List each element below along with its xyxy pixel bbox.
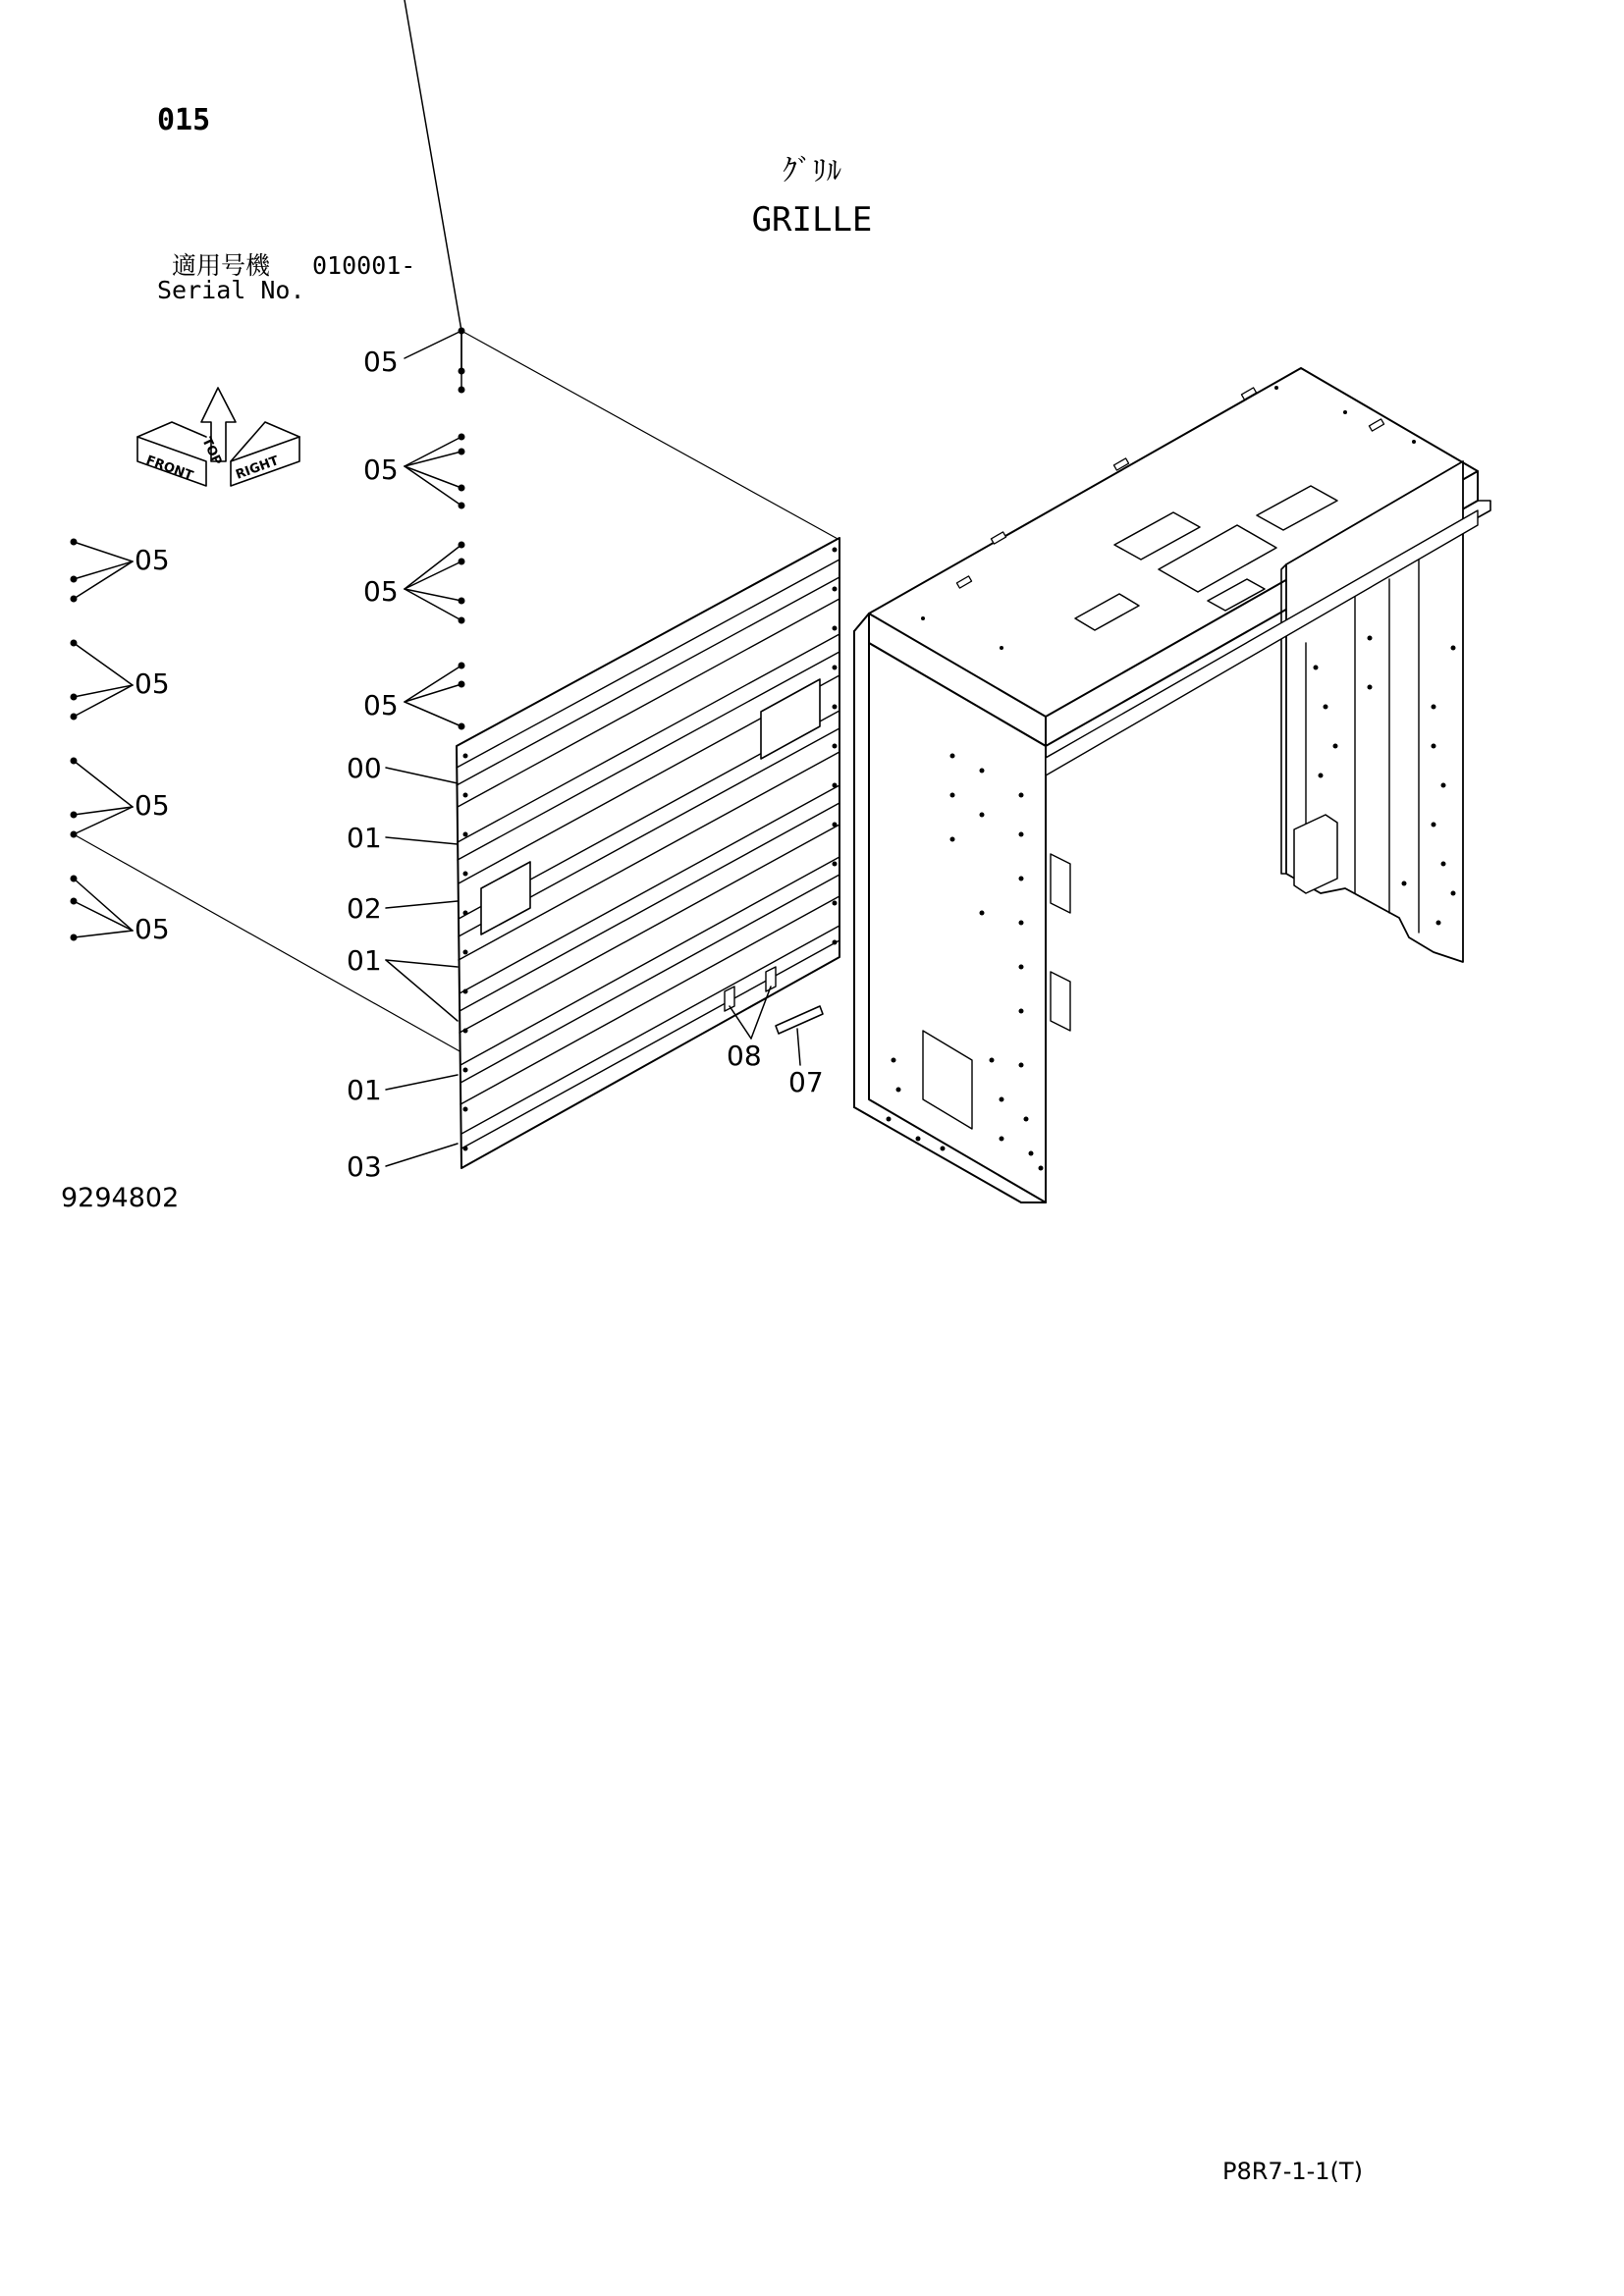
callout-07: 07 (788, 1066, 824, 1098)
orientation-label-right: RIGHT (234, 454, 281, 483)
serial-value: 010001- (312, 251, 416, 280)
callout-05: 05 (363, 346, 399, 378)
title-english: GRILLE (751, 200, 873, 240)
callout-05: 05 (135, 913, 170, 945)
drawing-number: 9294802 (61, 1183, 180, 1213)
orientation-label-front: FRONT (143, 453, 195, 484)
serial-label-english: Serial No. (157, 276, 305, 304)
page-number: 015 (157, 103, 211, 137)
callout-05: 05 (363, 689, 399, 721)
callout-00: 00 (347, 752, 382, 784)
callout-05: 05 (135, 667, 170, 700)
callout-03: 03 (347, 1150, 382, 1183)
serial-label-japanese: 適用号機 (172, 251, 271, 280)
callout-05: 05 (363, 454, 399, 486)
callout-05: 05 (135, 544, 170, 576)
frame-body (854, 368, 1490, 1202)
page-code: P8R7-1-1(T) (1222, 2158, 1363, 2185)
callout-01: 01 (347, 822, 382, 854)
callout-05: 05 (135, 789, 170, 822)
callout-01: 01 (347, 1074, 382, 1106)
title-japanese: ｸﾞﾘﾙ (783, 154, 841, 188)
callout-01: 01 (347, 944, 382, 977)
callout-02: 02 (347, 892, 382, 925)
orientation-label-top: TOP (198, 435, 225, 468)
callout-08: 08 (727, 1040, 762, 1072)
orientation-symbol (137, 388, 299, 486)
grille-panel (457, 538, 839, 1168)
callout-05: 05 (363, 575, 399, 608)
